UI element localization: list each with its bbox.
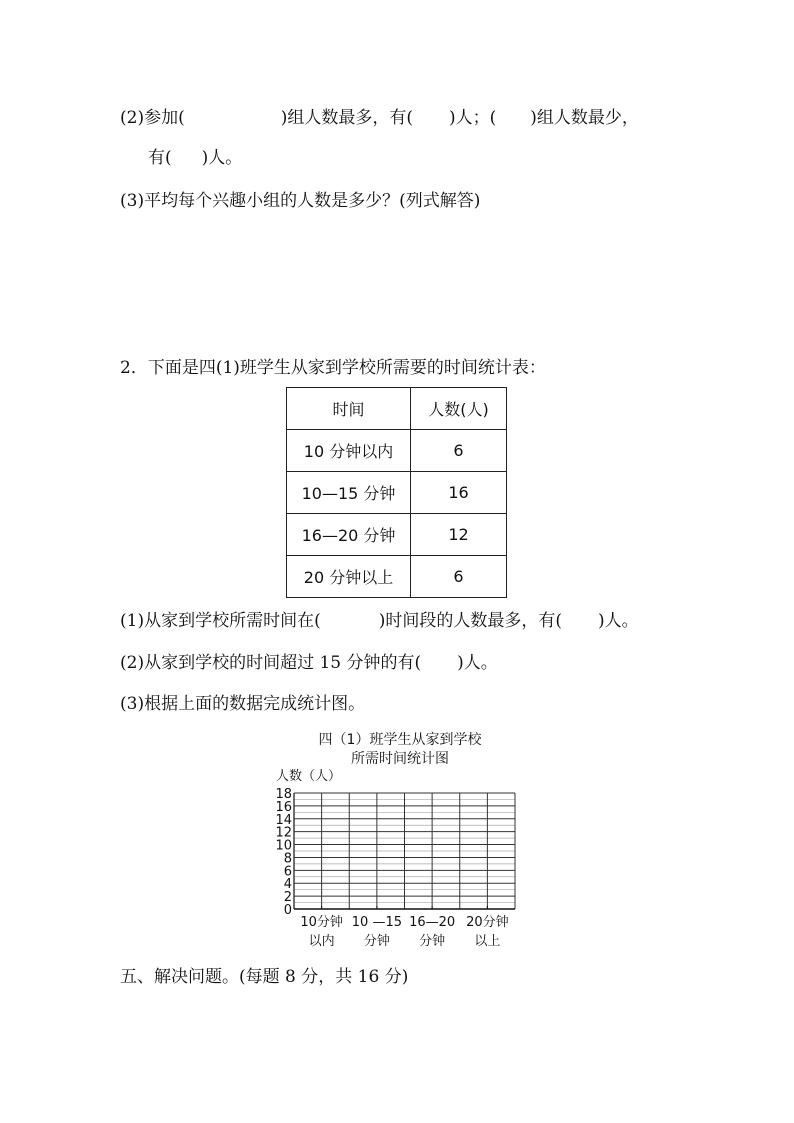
table-cell-time: 10 分钟以内 — [287, 430, 411, 472]
y-tick-label: 18 — [275, 787, 292, 802]
y-tick-label: 16 — [275, 799, 292, 815]
x-category-label: 16—20 — [409, 915, 456, 930]
x-category-label-line2: 分钟 — [419, 934, 446, 949]
y-tick-label: 6 — [283, 864, 292, 880]
time-statistics-table — [286, 387, 507, 598]
table-row — [287, 514, 507, 556]
table-header-count: 人数(人) — [411, 388, 507, 430]
p2-q1-part-2: )时间段的人数最多，有( — [378, 611, 562, 631]
q2-line2-part-2: )人。 — [201, 148, 243, 168]
q2-line2-part-1: 有( — [148, 148, 172, 168]
x-category-label-line2: 以上 — [474, 934, 501, 949]
x-category-label-line2: 分钟 — [363, 934, 390, 949]
table-cell-count: 6 — [411, 556, 507, 598]
table-cell-count: 12 — [411, 514, 507, 556]
x-category-label: 10分钟 — [300, 915, 343, 930]
q2-part-4: )组人数最少， — [530, 108, 639, 128]
p2-q1-line — [120, 610, 639, 632]
table-header-time: 时间 — [287, 388, 411, 430]
q2-part-3: )人；( — [448, 108, 497, 128]
table-row — [287, 556, 507, 598]
y-tick-label: 12 — [275, 825, 292, 841]
x-category-label: 10 —15 — [351, 915, 402, 930]
p2-q1-part-3: )人。 — [597, 611, 639, 631]
q2-part-1: (2)参加( — [120, 108, 185, 128]
p2-q2-part-2: )人。 — [457, 653, 498, 673]
q2-line-1 — [120, 107, 639, 129]
table-header-row — [287, 388, 507, 430]
p2-q3-text: (3)根据上面的数据完成统计图。 — [120, 694, 366, 714]
table-row — [287, 472, 507, 514]
q2-part-2: )组人数最多，有( — [280, 108, 413, 128]
x-category-label-line2: 以内 — [308, 934, 335, 949]
table-cell-count: 6 — [411, 430, 507, 472]
y-axis-label: 人数（人） — [276, 769, 342, 784]
table-row — [287, 430, 507, 472]
p2-q2-line — [120, 652, 498, 674]
p2-q1-part-1: (1)从家到学校所需时间在( — [120, 611, 321, 631]
table-cell-time: 16—20 分钟 — [287, 514, 411, 556]
section-5-heading: 五、解决问题。(每题 8 分，共 16 分) — [120, 967, 409, 987]
chart-subtitle: 所需时间统计图 — [351, 751, 449, 767]
q2-line-2 — [148, 147, 242, 169]
y-tick-label: 8 — [283, 851, 292, 867]
p2-q2-part-1: (2)从家到学校的时间超过 15 分钟的有( — [120, 653, 422, 673]
y-tick-label: 4 — [283, 877, 292, 893]
bar-chart[interactable] — [268, 764, 528, 954]
y-tick-label: 10 — [275, 838, 292, 854]
y-tick-label: 0 — [283, 903, 292, 918]
chart-title: 四（1）班学生从家到学校 — [318, 732, 482, 748]
x-category-label: 20分钟 — [466, 915, 509, 930]
q3-text: (3)平均每个兴趣小组的人数是多少？(列式解答) — [120, 191, 481, 211]
table-cell-time: 20 分钟以上 — [287, 556, 411, 598]
table-cell-count: 16 — [411, 472, 507, 514]
y-tick-label: 14 — [275, 812, 292, 828]
y-tick-label: 2 — [283, 890, 292, 906]
problem2-intro: 2．下面是四(1)班学生从家到学校所需要的时间统计表： — [120, 358, 546, 378]
table-cell-time: 10—15 分钟 — [287, 472, 411, 514]
